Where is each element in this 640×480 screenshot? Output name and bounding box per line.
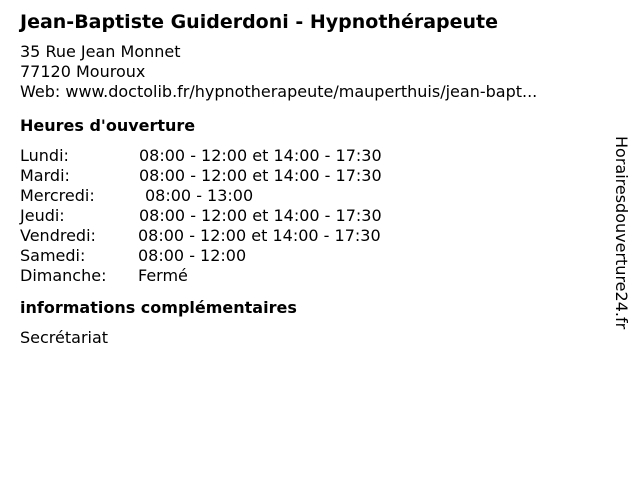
day-label: Dimanche: — [20, 266, 107, 285]
hours-value: Fermé — [138, 266, 188, 285]
hours-row-thursday — [20, 206, 600, 226]
day-label: Mercredi: — [20, 186, 95, 205]
additional-info-title: informations complémentaires — [20, 298, 297, 317]
hours-row-friday — [20, 226, 600, 246]
hours-row-wednesday — [20, 186, 600, 206]
day-label: Lundi: — [20, 146, 69, 165]
hours-value: 08:00 - 13:00 — [145, 186, 254, 205]
hours-value: 08:00 - 12:00 et 14:00 - 17:30 — [139, 166, 382, 185]
website-link[interactable]: Web: www.doctolib.fr/hypnotherapeute/mauperthuis/jean-bapt... — [20, 82, 538, 101]
day-label: Jeudi: — [20, 206, 65, 225]
hours-value: 08:00 - 12:00 et 14:00 - 17:30 — [139, 206, 382, 225]
hours-row-tuesday — [20, 166, 600, 186]
street-address: 35 Rue Jean Monnet — [20, 42, 181, 61]
hours-row-saturday — [20, 246, 600, 266]
opening-hours-title: Heures d'ouverture — [20, 116, 196, 135]
business-address — [20, 42, 600, 102]
hours-row-monday — [20, 146, 600, 166]
hours-value: 08:00 - 12:00 — [138, 246, 247, 265]
hours-value: 08:00 - 12:00 et 14:00 - 17:30 — [139, 146, 382, 165]
day-label: Samedi: — [20, 246, 86, 265]
hours-row-sunday — [20, 266, 600, 286]
additional-info-text: Secrétariat — [20, 328, 109, 347]
day-label: Vendredi: — [20, 226, 96, 245]
day-label: Mardi: — [20, 166, 70, 185]
site-watermark: Horairesdouverture24.fr — [612, 136, 631, 330]
business-name: Jean-Baptiste Guiderdoni - Hypnothérapeute — [20, 11, 499, 33]
business-card — [20, 10, 600, 348]
city-address: 77120 Mouroux — [20, 62, 146, 81]
hours-value: 08:00 - 12:00 et 14:00 - 17:30 — [138, 226, 381, 245]
opening-hours-list — [20, 146, 600, 286]
